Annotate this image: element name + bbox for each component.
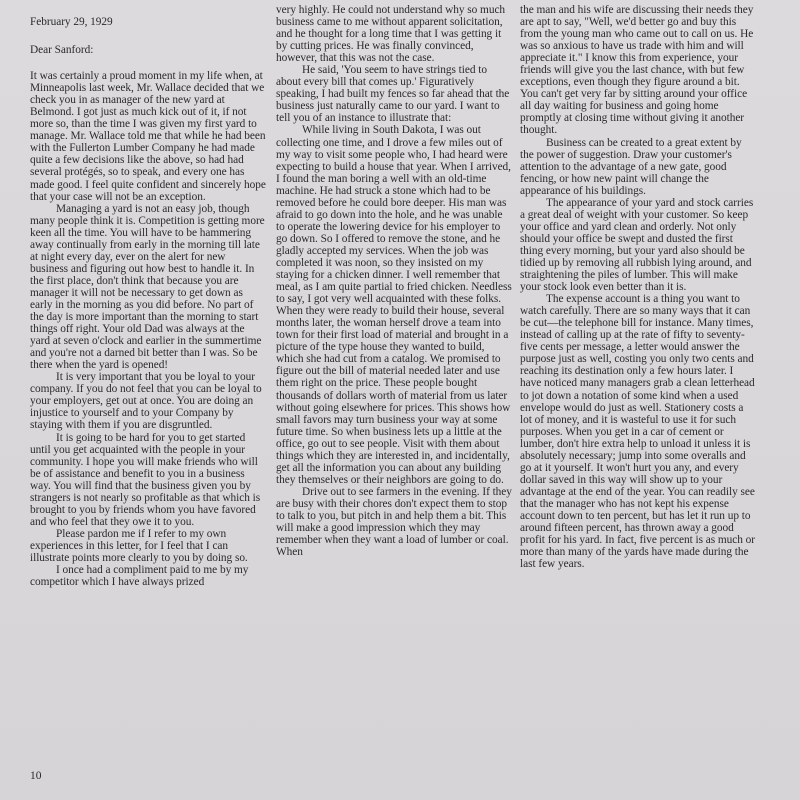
paragraph: the man and his wife are discussing their needs they are apt to say, "Well, we'd better go and buy this from the young man who came out to call on us. He was so anxious to have us trade with him and will appreciate it." I know this from experience, your friends will give you the last chance, with but few exceptions, even though they figure around a bit. You can't get very far by sitting around your office all day waiting for business and going home promptly at closing time without giving it another thought. [520,4,754,137]
column-2 [276,4,512,558]
paragraph: The expense account is a thing you want to watch carefully. There are so many ways that it can be cut—the telephone bill for instance. Many times, instead of calling up at the rate of fifty to seventy-five cents per message, a letter would answer the purpose just as well, costing you only two cents and reaching its destination only a few hours later. I have noticed many managers grab a clean letterhead to jot down a notation of some kind when a used envelope would do just as well. Stationery costs a lot of money, and it is wasteful to use it for such purposes. When you get in a car of cement or lumber, don't hire extra help to unload it unless it is absolutely necessary; jump into some overalls and go at it yourself. It won't hurt you any, and every dollar saved in this way will show up to your advantage at the end of the year. You can readily see that the manager who has not kept his expense account down to ten percent, but has let it run up to around fifteen percent, has thrown away a good profit for his yard. In fact, five percent is as much or more than many of the yards have made during the last few years. [520,293,756,571]
paragraph: He said, 'You seem to have strings tied to about every bill that comes up.' Figuratively speaking, I had built my fences so far ahead that the business just naturally came to our yard. I want to tell you of an instance to illustrate that: [276,64,510,125]
column-1 [30,4,266,588]
paragraph: I once had a compliment paid to me by my competitor which I have always prized [30,564,249,589]
paragraph: very highly. He could not understand why so much business came to me without apparent solicitation, and he thought for a long time that I was getting it by cutting prices. He was finally convinced, however, that this was not the case. [276,4,506,65]
paragraph: The appearance of your yard and stock carries a great deal of weight with your customer. So keep your office and yard clean and orderly. Not only should your office be swept and dusted the first thing every morning, but your yard also should be tidied up by removing all rubbish lying around, and straightening the piles of lumber. This will make your stock look even better than it is. [520,196,754,294]
paragraph: Business can be created to a great extent by the power of suggestion. Draw your customer's attention to the advantage of a new gate, good fencing, or how new paint will change the appearance of his buildings. [520,136,742,197]
paragraph: While living in South Dakota, I was out collecting one time, and I drove a few miles out of my way to visit some people who, I had heard were expecting to build a house that year. When I arrived, I found the man boring a well with an old-time machine. He had struck a stone which had to be removed before he could bore deeper. His man was afraid to go down into the hole, and he was unable to operate the lowering device for his employer to go down. So I offered to remove the stone, and he gladly accepted my services. When the job was completed it was noon, so they insisted on my staying for a chicken dinner. I well remember that meal, as I am quite partial to fried chicken. Needless to say, I got very well acquainted with these folks. When they were ready to build their house, several months later, the woman herself drove a team into town for their first load of material and brought in a picture of the type house they wanted to build, which she had cut from a catalog. We promised to figure out the bill of material needed later and use them right on the price. These people bought thousands of dollars worth of material from us later without going elsewhere for prices. This shows how small favors may turn business your way at some future time. So when business lets up a little at the office, go out to see people. Visit with them about things which they are interested in, and incidentally, get all the information you can about any building they themselves or their neighbors are going to do. [276,124,512,486]
letter-date: February 29, 1929 [30,16,113,28]
page-number: 10 [30,770,42,782]
paragraph: It was certainly a proud moment in my life when, at Minneapolis last week, Mr. Wallace decided that we check you in as manager of the new yard at Belmond. I got just as much kick out of it, if not more so, than the time I was given my first yard to manage. Mr. Wallace told me that while he had been with the Fullerton Lumber Company he had made quite a few decisions like the above, so had had several protégés, so to speak, and every one has made good. I feel quite confident and sincerely hope that your case will not be an exception. [30,70,266,203]
column-3 [520,4,756,570]
paragraph: Please pardon me if I refer to my own experiences in this letter, for I feel that I can illustrate points more clearly to you by doing so. [30,527,248,564]
salutation: Dear Sanford: [30,44,94,57]
paragraph: It is going to be hard for you to get started until you get acquainted with the people in your community. I hope you will make friends who will be of assistance and benefit to you in a business way. You will find that the business given you by strangers is not nearly so profitable as that which is brought to you by friends whom you have favored and who feel that they owe it to you. [30,431,261,528]
paragraph: Managing a yard is not an easy job, though many people think it is. Competition is getting more keen all the time. You will have to be hammering away continually from early in the morning till late at night every day, ever on the alert for new business and figuring out how best to handle it. In the first place, don't think that because you are manager it will not be necessary to get down as early in the morning as you did before. No part of the day is more important than the morning to start things off right. Your old Dad was always at the yard at seven o'clock and earlier in the summertime and you're not a darned bit better than I was. So be there when the yard is opened! [30,202,265,372]
paragraph: Drive out to see farmers in the evening. If they are busy with their chores don't expect them to stop to talk to you, but pitch in and help them a bit. This will make a good impression which they may remember when they want a load of lumber or coal. When [276,485,512,559]
paragraph: It is very important that you be loyal to your company. If you do not feel that you can be loyal to your employers, get out at once. You are doing an injustice to yourself and to your Company by staying with them if you are disgruntled. [30,371,262,432]
